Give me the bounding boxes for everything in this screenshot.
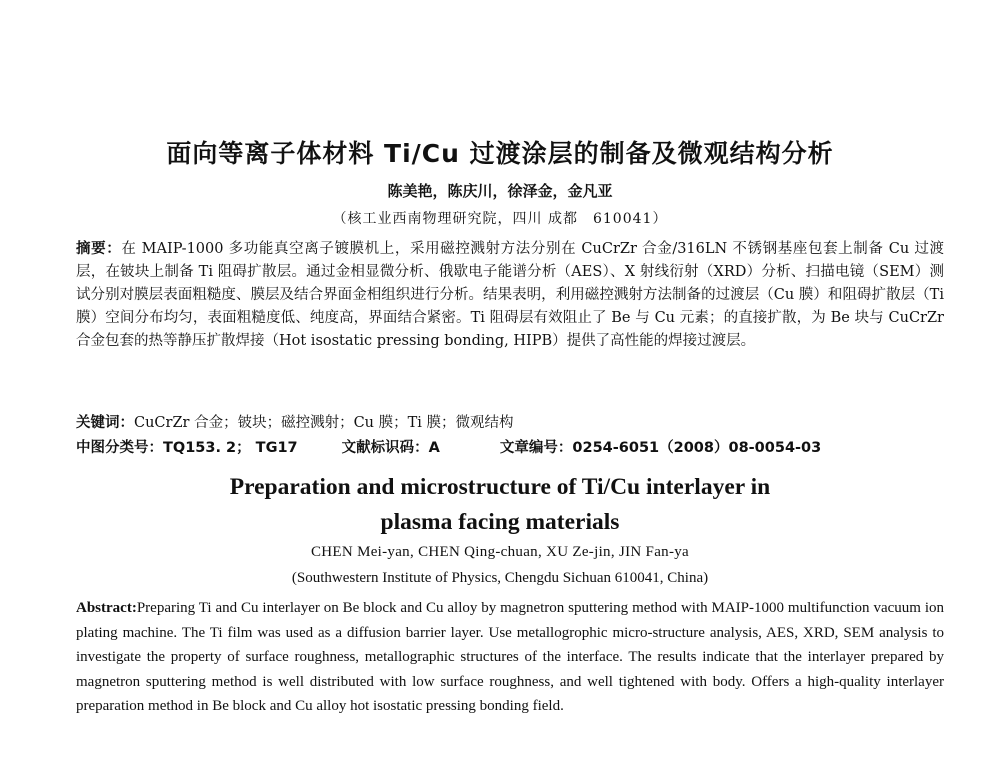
- chinese-affiliation: （核工业西南物理研究院，四川 成都 610041）: [332, 211, 668, 227]
- article-number: 文章编号：0254-6051（2008）08-0054-03: [499, 440, 822, 456]
- document-code: 文献标识码：A: [341, 440, 440, 456]
- classification-line: [76, 437, 944, 459]
- chinese-title: 面向等离子体材料 Ti/Cu 过渡涂层的制备及微观结构分析: [166, 139, 834, 168]
- english-affiliation: (Southwestern Institute of Physics, Chengdu Sichuan 610041, China): [291, 570, 709, 586]
- english-abstract: [76, 596, 944, 719]
- english-title-line2: plasma facing materials: [380, 509, 620, 535]
- english-title: [0, 470, 1000, 540]
- chinese-abstract-text: 在 MAIP-1000 多功能真空离子镀膜机上，采用磁控溅射方法分别在 CuCrZr 合金/316LN 不锈钢基座包套上制备 Cu 过渡层，在铍块上制备 Ti 阻碍扩散层。通过金相显微分析、俄歇电子能谱分析（AES）、X 射线衍射（XRD）分析、扫描电镜（SEM）测试分别对膜层表面粗糙度、膜层及结合界面金相组织进行分析。结果表明，利用磁控溅射方法制备的过渡层（Cu 膜）和阻碍扩散层（Ti 膜）空间分布均匀，表面粗糙度低、纯度高，界面结合紧密。Ti 阻碍层有效阻止了 Be 与 Cu 元素；的直接扩散，为 Be 块与 CuCrZr 合金包套的热等静压扩散焊接（Hot isostatic pressing bonding, HIPB）提供了高性能的焊接过渡层。: [76, 241, 944, 349]
- english-abstract-label: Abstract:: [76, 600, 137, 616]
- english-title-line1: Preparation and microstructure of Ti/Cu interlayer in: [229, 474, 771, 500]
- chinese-keywords-text: CuCrZr 合金；铍块；磁控溅射；Cu 膜；Ti 膜；微观结构: [134, 415, 514, 431]
- chinese-keywords: [76, 412, 944, 434]
- chinese-abstract: [76, 238, 944, 353]
- chinese-keywords-label: 关键词：: [76, 415, 134, 431]
- class-number: 中图分类号：TQ153. 2； TG17: [76, 440, 298, 456]
- english-authors: CHEN Mei-yan, CHEN Qing-chuan, XU Ze-jin, JIN Fan-ya: [310, 544, 690, 560]
- english-abstract-text: Preparing Ti and Cu interlayer on Be block and Cu alloy by magnetron sputtering method with MAIP-1000 multifunction vacuum ion plating machine. The Ti film was used as a diffusion barrier layer. Use metallogrophic micro-structure analysis, AES, XRD, SEM analysis to investigate the property of surface roughness, metallographic structures of the interface. The results indicate that the interlayer prepared by magnetron sputtering method is well distributed with low surface roughness, and well tightened with body. Offers a high-quality interlayer preparation method in Be block and Cu alloy hot isostatic pressing bonding field.: [76, 600, 944, 714]
- chinese-abstract-label: 摘要：: [76, 241, 122, 257]
- chinese-authors: 陈美艳，陈庆川，徐泽金，金凡亚: [387, 182, 613, 200]
